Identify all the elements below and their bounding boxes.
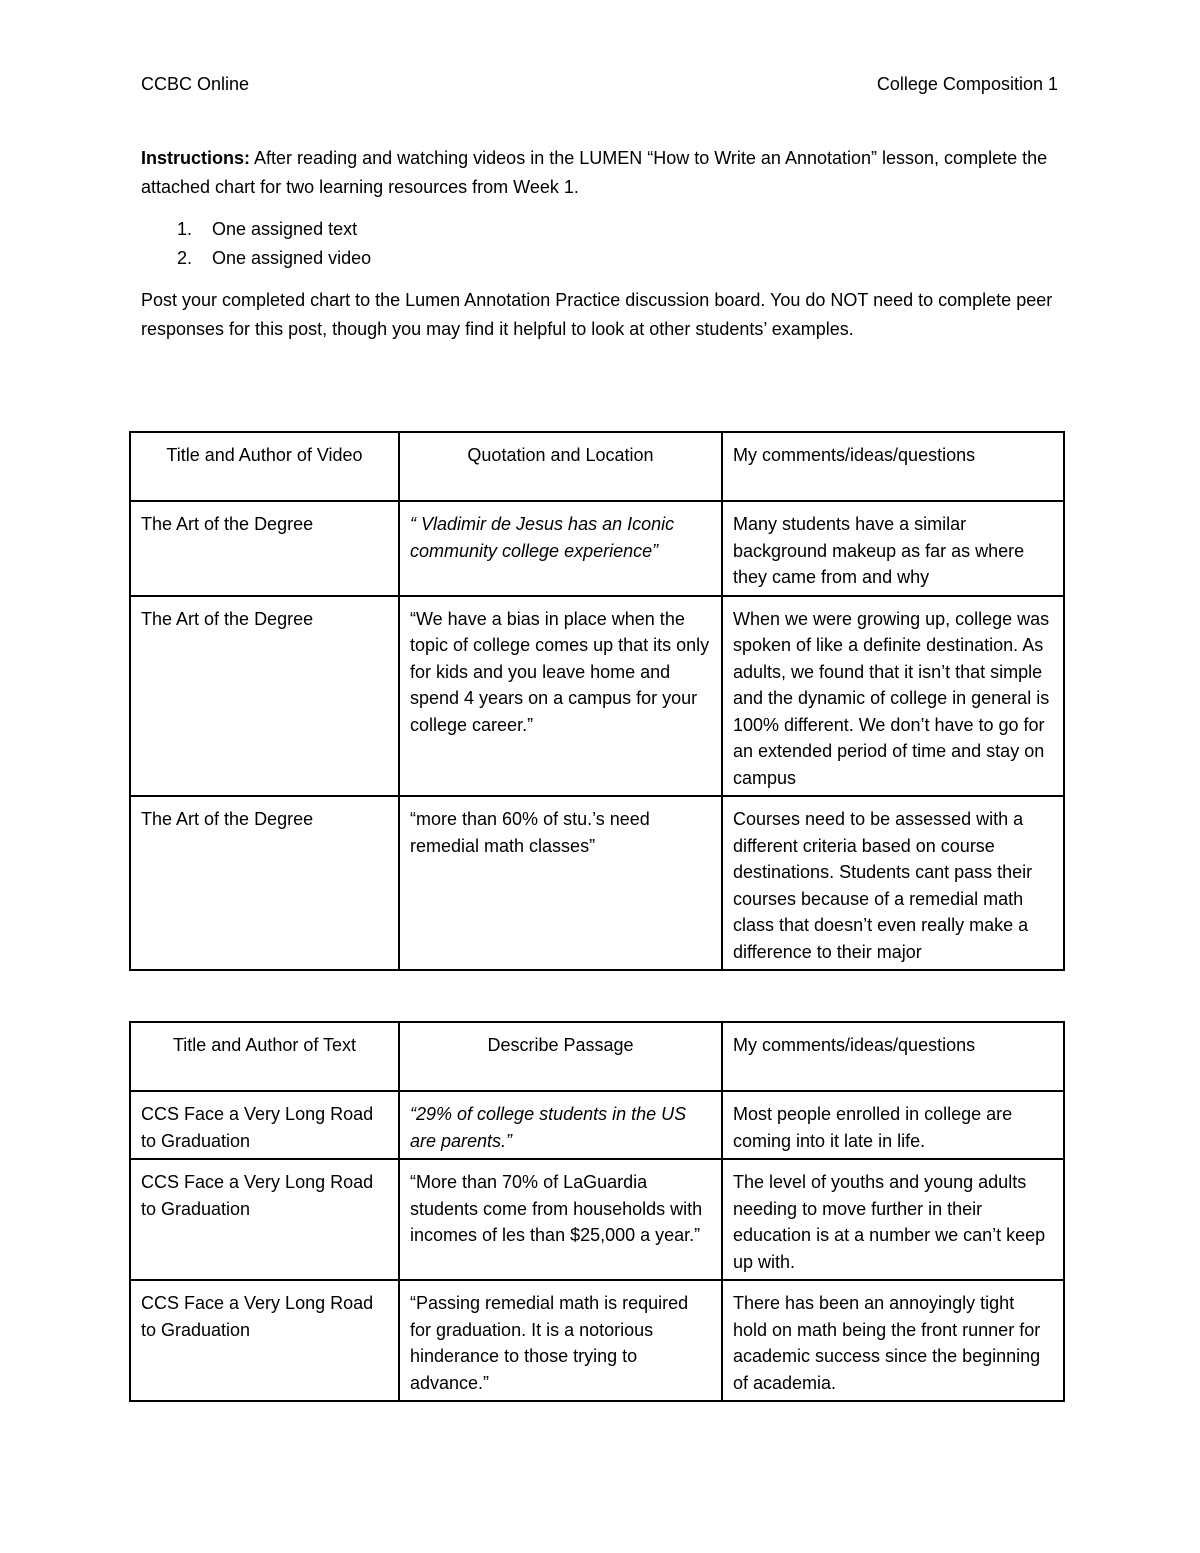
comment-cell: When we were growing up, college was spoken of like a definite destination. As adults, we found that it isn’t that simple and the dynamic of college in general is 100% different. We don’t have to go for an extended period of time and stay on campus bbox=[722, 596, 1064, 797]
title-cell: CCS Face a Very Long Road to Graduation bbox=[130, 1159, 399, 1280]
table-row bbox=[130, 1091, 1064, 1159]
table-row bbox=[130, 1159, 1064, 1280]
comment-cell: Courses need to be assessed with a different criteria based on course destinations. Students cant pass their courses because of a remedial math class that doesn’t even really make a difference to their major bbox=[722, 796, 1064, 970]
instructions-paragraph bbox=[141, 144, 1061, 202]
resource-list bbox=[141, 215, 1061, 273]
header-left: CCBC Online bbox=[141, 74, 250, 94]
instructions-text: After reading and watching videos in the LUMEN “How to Write an Annotation” lesson, complete the attached chart for two learning resources from Week 1. bbox=[141, 148, 1048, 197]
comment-cell: Most people enrolled in college are coming into it late in life. bbox=[722, 1091, 1064, 1159]
header-cell: My comments/ideas/questions bbox=[722, 1022, 1064, 1091]
list-item bbox=[141, 215, 1061, 244]
video-annotation-table bbox=[129, 431, 1065, 971]
table-row bbox=[130, 501, 1064, 596]
title-cell: The Art of the Degree bbox=[130, 596, 399, 797]
table-row bbox=[130, 596, 1064, 797]
comment-cell: Many students have a similar background makeup as far as where they came from and why bbox=[722, 501, 1064, 596]
header-cell: Describe Passage bbox=[399, 1022, 722, 1091]
table-header-row bbox=[130, 432, 1064, 501]
title-cell: CCS Face a Very Long Road to Graduation bbox=[130, 1091, 399, 1159]
list-number: 1. bbox=[177, 219, 193, 239]
post-instructions: Post your completed chart to the Lumen Annotation Practice discussion board. You do NOT need to complete peer responses for this post, though you may find it helpful to look at other students’ examples. bbox=[141, 290, 1053, 339]
header-cell: My comments/ideas/questions bbox=[722, 432, 1064, 501]
header-cell: Title and Author of Video bbox=[130, 432, 399, 501]
comment-cell: There has been an annoyingly tight hold on math being the front runner for academic success since the beginning of academia. bbox=[722, 1280, 1064, 1401]
list-text: One assigned video bbox=[212, 248, 372, 268]
quote-cell: “more than 60% of stu.’s need remedial math classes” bbox=[399, 796, 722, 970]
comment-cell: The level of youths and young adults needing to move further in their education is at a number we can’t keep up with. bbox=[722, 1159, 1064, 1280]
instructions-block bbox=[141, 144, 1061, 344]
list-text: One assigned text bbox=[212, 219, 358, 239]
list-item bbox=[141, 244, 1061, 273]
title-cell: CCS Face a Very Long Road to Graduation bbox=[130, 1280, 399, 1401]
quote-cell: “ Vladimir de Jesus has an Iconic community college experience” bbox=[399, 501, 722, 596]
instructions-label: Instructions: bbox=[141, 148, 251, 168]
list-number: 2. bbox=[177, 248, 193, 268]
title-cell: The Art of the Degree bbox=[130, 796, 399, 970]
table-row bbox=[130, 796, 1064, 970]
quote-cell: “We have a bias in place when the topic of college comes up that its only for kids and you leave home and spend 4 years on a campus for your college career.” bbox=[399, 596, 722, 797]
table-row bbox=[130, 1280, 1064, 1401]
title-cell: The Art of the Degree bbox=[130, 501, 399, 596]
header-cell: Title and Author of Text bbox=[130, 1022, 399, 1091]
passage-cell: “Passing remedial math is required for graduation. It is a notorious hinderance to those trying to advance.” bbox=[399, 1280, 722, 1401]
passage-cell: “29% of college students in the US are parents.” bbox=[399, 1091, 722, 1159]
header-right: College Composition 1 bbox=[876, 74, 1058, 94]
table-header-row bbox=[130, 1022, 1064, 1091]
text-annotation-table bbox=[129, 1021, 1065, 1402]
header-cell: Quotation and Location bbox=[399, 432, 722, 501]
passage-cell: “More than 70% of LaGuardia students come from households with incomes of les than $25,000 a year.” bbox=[399, 1159, 722, 1280]
